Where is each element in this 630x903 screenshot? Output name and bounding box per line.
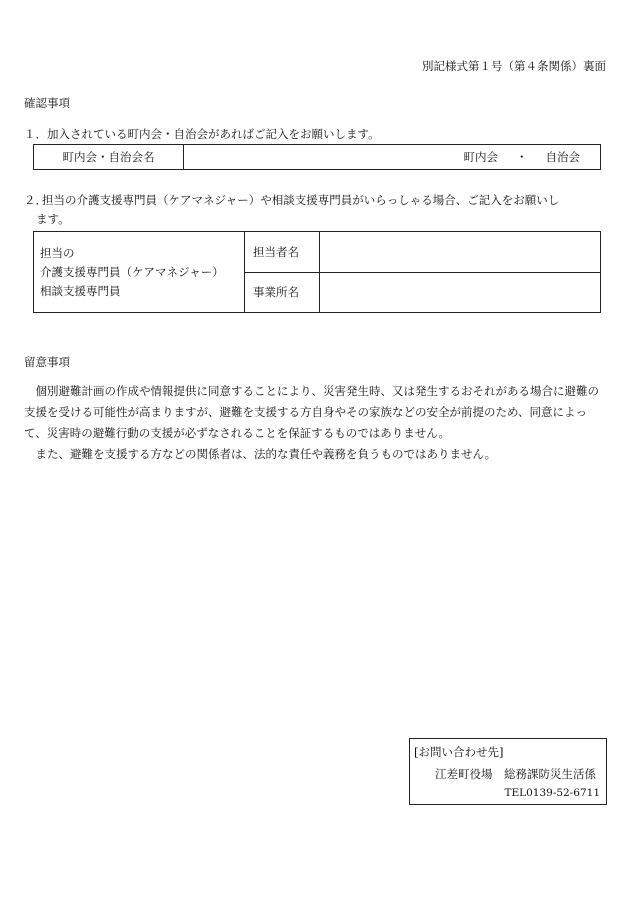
- option-separator: ・: [516, 150, 528, 164]
- care-manager-label-line2: 介護支援専門員（ケアマネジャー）: [40, 264, 224, 279]
- notes-paragraph-2: また、避難を支援する方などの関係者は、法的な責任や義務を負うものではありません。: [35, 447, 497, 461]
- notes-heading: 留意事項: [24, 355, 70, 369]
- association-name-label: 町内会・自治会名: [34, 145, 184, 170]
- office-name-label: 事業所名: [245, 272, 320, 313]
- item-2-text-line1: 担当の介護支援専門員（ケアマネジャー）や相談支援専門員がいらっしゃる場合、ご記入をお願いし: [42, 193, 560, 207]
- item-2-number: ２．: [24, 193, 47, 207]
- form-identifier: 別記様式第１号（第４条関係）裏面: [422, 59, 606, 73]
- person-in-charge-field[interactable]: [320, 232, 601, 273]
- care-manager-label: [34, 232, 245, 313]
- care-manager-table: [33, 231, 601, 313]
- association-name-field[interactable]: [184, 145, 601, 170]
- item-2-instruction: [24, 191, 609, 229]
- contact-organization: 江差町役場 総務課防災生活係: [435, 767, 596, 781]
- contact-box: [409, 738, 607, 805]
- contact-telephone: TEL0139-52-6711: [504, 787, 600, 799]
- neighborhood-association-table: [33, 144, 601, 170]
- care-manager-label-line3: 相談支援専門員: [40, 283, 121, 298]
- person-in-charge-label: 担当者名: [245, 232, 320, 273]
- care-manager-label-line1: 担当の: [40, 245, 75, 260]
- option-chonaikai: 町内会: [463, 150, 498, 164]
- option-jichikai: 自治会: [545, 150, 580, 164]
- item-1-instruction: [24, 126, 380, 142]
- notes-body: [24, 381, 609, 465]
- item-1-number: １．: [24, 127, 47, 141]
- office-name-field[interactable]: [320, 272, 601, 313]
- item-2-text-line2: ます。: [36, 212, 70, 226]
- contact-title: [お問い合わせ先]: [414, 745, 504, 759]
- notes-paragraph-1: 個別避難計画の作成や情報提供に同意することにより、災害発生時、又は発生するおそれがある場合に避難の支援を受ける可能性が高まりますが、避難を支援する方自身やその家族などの安全が前提のため、同意によって、災害時の避難行動の支援が必ずなされることを保証するものではありません。: [24, 384, 599, 440]
- confirmation-heading: 確認事項: [24, 96, 70, 110]
- item-1-text: 加入されている町内会・自治会があればご記入をお願いします。: [47, 127, 380, 141]
